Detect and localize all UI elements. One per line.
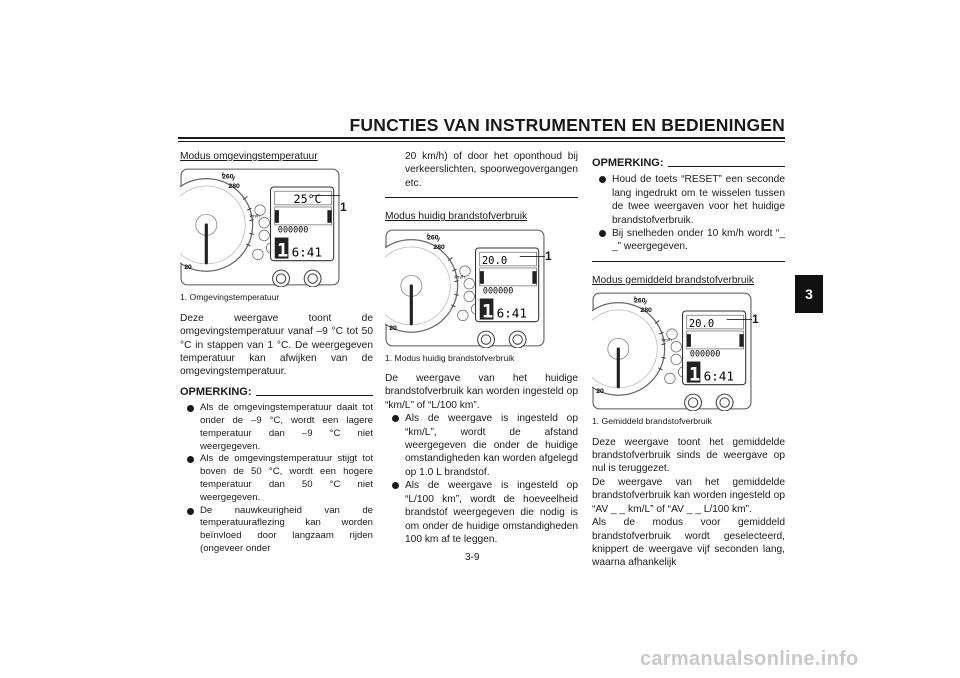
speed-unit: km/h	[249, 214, 260, 220]
lcd-odometer: 000000	[482, 284, 514, 295]
speed-mark-280: 280	[228, 183, 240, 191]
list-item: Houd de toets “RESET” een seconde lang ingedrukt om te wisselen tussen de twee weergaven voor het huidige brandstofverbruik.	[592, 173, 785, 227]
bullet-icon	[187, 508, 194, 515]
figure-callout: 1	[340, 200, 347, 215]
lcd-temp-readout: 25°C	[293, 192, 322, 207]
figure-current-fuel	[385, 228, 578, 348]
bullet-icon	[187, 456, 194, 463]
paragraph: Deze weergave toont de omgevingstemperatuur vanaf –9 °C tot 50 °C in stappen van 1 °C. De weergegeven temperatuur kan afwijken van de omgevingstemperatuur.	[180, 312, 373, 378]
figure-avg-fuel	[592, 291, 785, 411]
speed-mark-280: 280	[433, 243, 445, 251]
column-middle	[385, 150, 578, 546]
list-item: Als de weergave is ingesteld op “L/100 km”, wordt de hoeveelheid brandstof weergegeven die nodig is om onder de huidige omstandigheden 100 km af te leggen.	[385, 479, 578, 546]
paragraph: Deze weergave toont het gemiddelde brandstofverbruik sinds de weergave op nul is teruggezet.	[592, 436, 785, 475]
speed-mark-260: 260	[427, 234, 439, 242]
list-item: Als de weergave is ingesteld op “km/L”, wordt de afstand weergegeven die onder de huidige omstandigheden kan worden afgelegd op 1.0 L brandstof.	[385, 412, 578, 479]
section-heading-ambient-temp: Modus omgevingstemperatuur	[180, 151, 318, 162]
list-item: De nauwkeurigheid van de temperatuuraflezing kan worden beïnvloed door langzaam rijden (ongeveer onder	[180, 505, 373, 556]
note-list	[592, 173, 785, 253]
note-header	[592, 157, 785, 170]
column-right	[592, 150, 785, 570]
section-heading-avg-fuel: Modus gemiddeld brandstofverbruik	[592, 274, 754, 286]
figure-callout: 1	[545, 248, 552, 263]
lcd-gear: 1	[276, 239, 289, 262]
section-rule	[385, 197, 578, 198]
chapter-tab[interactable]: 3	[795, 275, 823, 313]
title-rule-thin	[178, 141, 785, 142]
speed-mark-260: 260	[222, 173, 234, 181]
speed-mark-280: 280	[640, 307, 652, 315]
page-number: 3-9	[465, 552, 480, 563]
lcd-gear: 1	[688, 363, 701, 386]
note-list	[180, 402, 373, 556]
section-rule	[592, 261, 785, 262]
note-label: OPMERKING:	[180, 385, 252, 398]
watermark[interactable]: carmanualsonline.info	[640, 648, 859, 670]
lcd-clock: 6:41	[291, 244, 322, 260]
list-item: Als de omgevingstemperatuur daalt tot onder de –9 °C, wordt een lagere temperatuur dan –9 °C niet weergegeven.	[180, 402, 373, 453]
lcd-odometer: 000000	[689, 348, 721, 359]
list-item: Als de omgevingstemperatuur stijgt tot boven de 50 °C, wordt een hogere temperatuur dan 50 °C niet weergegeven.	[180, 453, 373, 504]
figure-caption: 1. Gemiddeld brandstofverbruik	[592, 416, 712, 427]
bullet-icon	[392, 415, 399, 422]
note-header	[180, 386, 373, 399]
figure-caption: 1. Modus huidig brandstofverbruik	[385, 352, 515, 363]
list-item: Bij snelheden onder 10 km/h wordt “_ _” weergegeven.	[592, 227, 785, 254]
note-rule	[256, 395, 374, 396]
lcd-gear: 1	[481, 300, 494, 323]
figure-callout: 1	[752, 312, 759, 327]
page-title: FUNCTIES VAN INSTRUMENTEN EN BEDIENINGEN	[349, 115, 785, 135]
instrument-cluster-illustration	[385, 228, 545, 348]
section-heading-current-fuel: Modus huidig brandstofverbruik	[385, 211, 528, 223]
speed-mark-20: 20	[596, 388, 604, 396]
instrument-cluster-illustration	[592, 291, 752, 411]
figure-caption: 1. Omgevingstemperatuur	[180, 292, 280, 303]
paragraph: De weergave van het gemiddelde brandstofverbruik kan worden ingesteld op “AV _ _ km/L” of “AV _ _ L/100 km”.	[592, 476, 785, 515]
note-rule	[668, 166, 786, 167]
speed-mark-20: 20	[184, 264, 192, 272]
speed-mark-260: 260	[634, 297, 646, 305]
figure-ambient-temp	[180, 167, 373, 287]
bullet-icon	[392, 482, 399, 489]
lcd-fuel-readout: 20.0	[688, 318, 715, 331]
lcd-clock: 6:41	[703, 368, 734, 384]
lcd-odometer: 000000	[277, 224, 309, 235]
paragraph: Als de modus voor gemiddeld brandstofverbruik wordt geselecteerd, knippert de weergave vijf seconden lang, waarna afhankelijk	[592, 517, 785, 569]
lcd-fuel-readout: 20.0	[481, 254, 508, 267]
lcd-clock: 6:41	[496, 305, 527, 321]
instrument-cluster-illustration	[180, 167, 340, 287]
title-rule	[178, 137, 785, 139]
paragraph: De weergave van het huidige brandstofverbruik kan worden ingesteld op “km/L” of “L/100 km”.	[385, 373, 578, 411]
column-left	[180, 150, 373, 556]
bullet-icon	[187, 405, 194, 412]
speed-unit: km/h	[454, 275, 465, 281]
note-label: OPMERKING:	[592, 157, 664, 169]
bullet-list	[385, 412, 578, 546]
bullet-icon	[599, 176, 606, 183]
speed-mark-20: 20	[389, 324, 397, 332]
continued-text: 20 km/h) of door het oponthoud bij verkeerslichten, spoorwegovergangen etc.	[405, 151, 578, 189]
speed-unit: km/h	[661, 338, 672, 344]
bullet-icon	[599, 230, 606, 237]
